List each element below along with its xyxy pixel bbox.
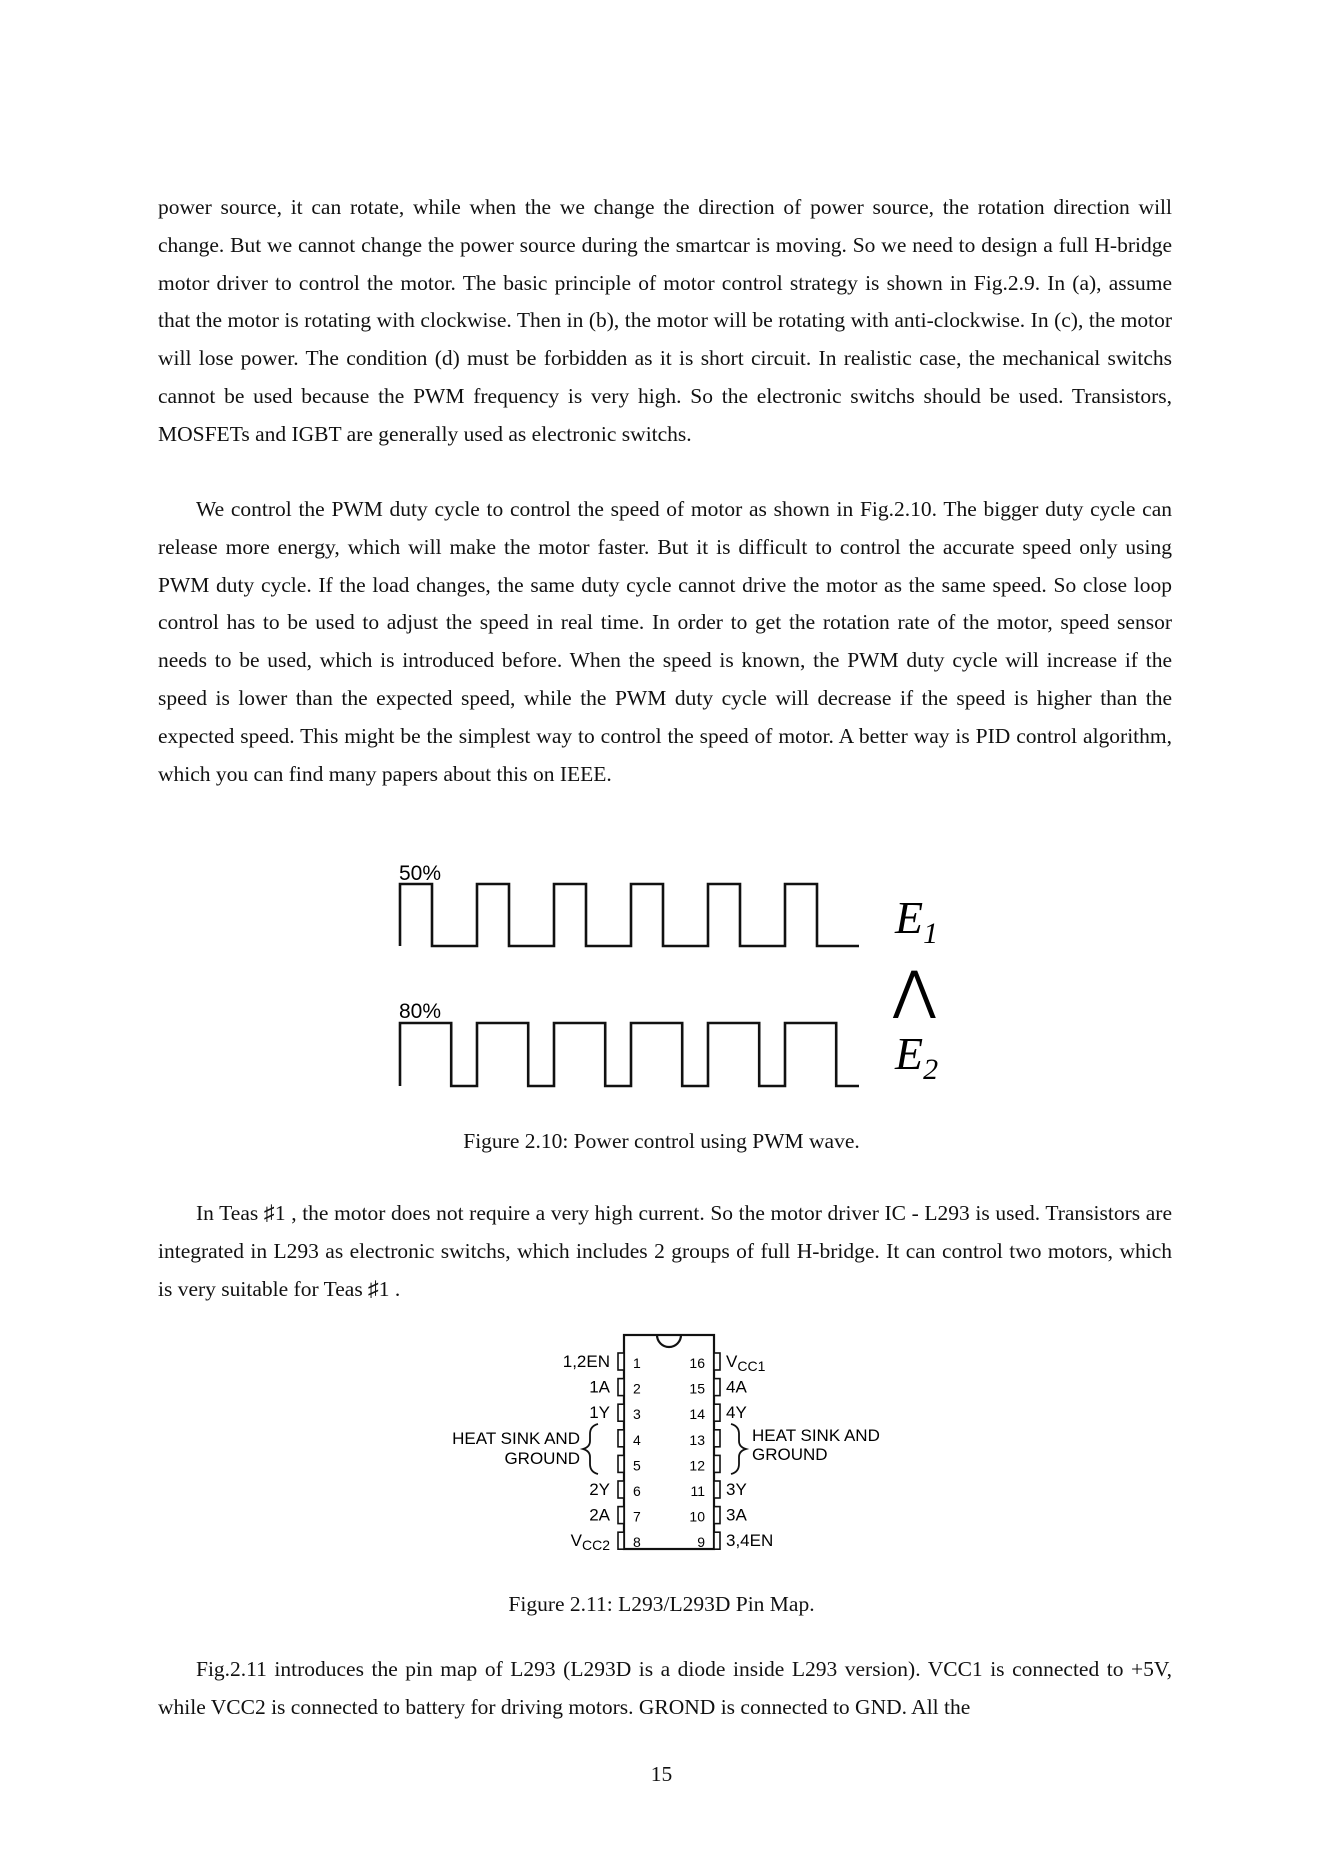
pin-7-number: 7: [633, 1508, 641, 1525]
pin-9-number: 9: [697, 1534, 705, 1551]
pin-16-label: $V_{CC1}$: [726, 1352, 766, 1374]
figure-2-10-caption: Figure 2.10: Power control using PWM wave.: [463, 1129, 860, 1153]
left-heat-sink-brace: [583, 1424, 598, 1474]
pin-2-lead: [618, 1379, 624, 1396]
pin-16-number: 16: [689, 1355, 705, 1371]
relation-symbol: ⋀: [893, 961, 936, 1021]
right-group-label-2: GROUND: [752, 1445, 828, 1464]
pin-12-lead: [714, 1455, 720, 1472]
pin-4-lead: [618, 1430, 624, 1447]
energy-e1: $E_1$: [895, 892, 939, 950]
pin-3-number: 3: [633, 1406, 641, 1423]
pin-15-label: 4A: [726, 1377, 747, 1397]
pin-6-number: 6: [633, 1483, 641, 1499]
left-group-label-1: HEAT SINK AND: [452, 1429, 580, 1448]
pin-10-lead: [714, 1507, 720, 1524]
right-group-label-1: HEAT SINK AND: [752, 1426, 880, 1445]
pin-16-lead: [714, 1353, 720, 1370]
pin-3-lead: [618, 1404, 624, 1421]
pin-11-lead: [714, 1481, 720, 1498]
pin-7-lead: [618, 1507, 624, 1524]
right-heat-sink-brace: [731, 1424, 746, 1474]
pin-group: [563, 1352, 774, 1553]
pin-1-number: 1: [633, 1355, 641, 1371]
pin-11-number: 11: [690, 1483, 705, 1499]
paragraph-1: power source, it can rotate, while when the we change the direction of power source, the rotation direction will change. But we cannot change the power source during the smartcar is moving. So we need to design a full H-bridge motor driver to control the motor. The basic principle of motor control strategy is shown in Fig.2.9. In (a), assume that the motor is rotating with clockwise. Then in (b), the motor will be rotating with anti-clockwise. In (c), the motor will lose power. The condition (d) must be forbidden as it is short circuit. In realistic case, the mechanical switchs cannot be used because the PWM frequency is very high. So the electronic switchs should be used. Transistors, MOSFETs and IGBT are generally used as electronic switchs.: [158, 195, 1172, 446]
pin-2-number: 2: [633, 1380, 641, 1397]
paragraph-4: Fig.2.11 introduces the pin map of L293 (L293D is a diode inside L293 version). VCC1 is connected to +5V, while VCC2 is connected to battery for driving motors. GROND is connected to GND. All the: [158, 1657, 1172, 1719]
wave1-label: 50%: [399, 862, 442, 885]
pin-12-number: 12: [689, 1457, 705, 1474]
pin-7-label: 2A: [589, 1505, 610, 1525]
pin-3-label: 1Y: [589, 1403, 610, 1423]
pin-13-number: 13: [689, 1431, 705, 1448]
pin-10-number: 10: [689, 1508, 705, 1525]
pin-11-label: 3Y: [726, 1480, 747, 1499]
pin-8-number: 8: [633, 1534, 641, 1551]
paragraph-2: We control the PWM duty cycle to control the speed of motor as shown in Fig.2.10. The bigger duty cycle can release more energy, which will make the motor faster. But it is difficult to control the accurate speed only using PWM duty cycle. If the load changes, the same duty cycle cannot drive the motor as the same speed. So close loop control has to be used to adjust the speed in real time. In order to get the rotation rate of the motor, speed sensor needs to be used, which is introduced before. When the speed is known, the PWM duty cycle will increase if the speed is lower than the expected speed, while the PWM duty cycle will decrease if the speed is higher than the expected speed. This might be the simplest way to control the speed of motor. A better way is PID control algorithm, which you can find many papers about this on IEEE.: [158, 497, 1172, 786]
pin-15-number: 15: [689, 1380, 705, 1397]
pin-6-label: 2Y: [589, 1480, 610, 1499]
pin-1-lead: [618, 1353, 624, 1370]
ic-notch: [657, 1335, 681, 1347]
pin-5-number: 5: [633, 1457, 641, 1474]
pin-5-lead: [618, 1455, 624, 1472]
energy-e2: $E_2$: [895, 1028, 939, 1086]
pin-13-lead: [714, 1430, 720, 1447]
pin-2-label: 1A: [589, 1377, 610, 1397]
pin-4-number: 4: [633, 1431, 641, 1448]
left-group-label-2: GROUND: [504, 1449, 580, 1468]
pin-6-lead: [618, 1481, 624, 1498]
page-number: 15: [650, 1762, 673, 1786]
wave2-label: 80%: [399, 1000, 442, 1023]
pin-15-lead: [714, 1379, 720, 1396]
paragraph-3: In Teas ♯1 , the motor does not require a very high current. So the motor driver IC - L293 is used. Transistors are integrated in L293 as electronic switchs, which includes 2 groups of full H-bridge. It can control two motors, which is very suitable for Teas ♯1 .: [158, 1201, 1172, 1301]
figure-2-11-caption: Figure 2.11: L293/L293D Pin Map.: [508, 1592, 815, 1616]
pin-8-lead: [618, 1532, 624, 1549]
pin-8-label: $V_{CC2}$: [570, 1531, 610, 1554]
pin-10-label: 3A: [726, 1505, 747, 1525]
pin-9-label: 3,4EN: [726, 1531, 774, 1551]
pin-9-lead: [714, 1532, 720, 1549]
pin-1-label: 1,2EN: [562, 1352, 610, 1371]
pin-14-lead: [714, 1404, 720, 1421]
pin-14-number: 14: [689, 1406, 705, 1423]
pin-14-label: 4Y: [726, 1403, 747, 1423]
